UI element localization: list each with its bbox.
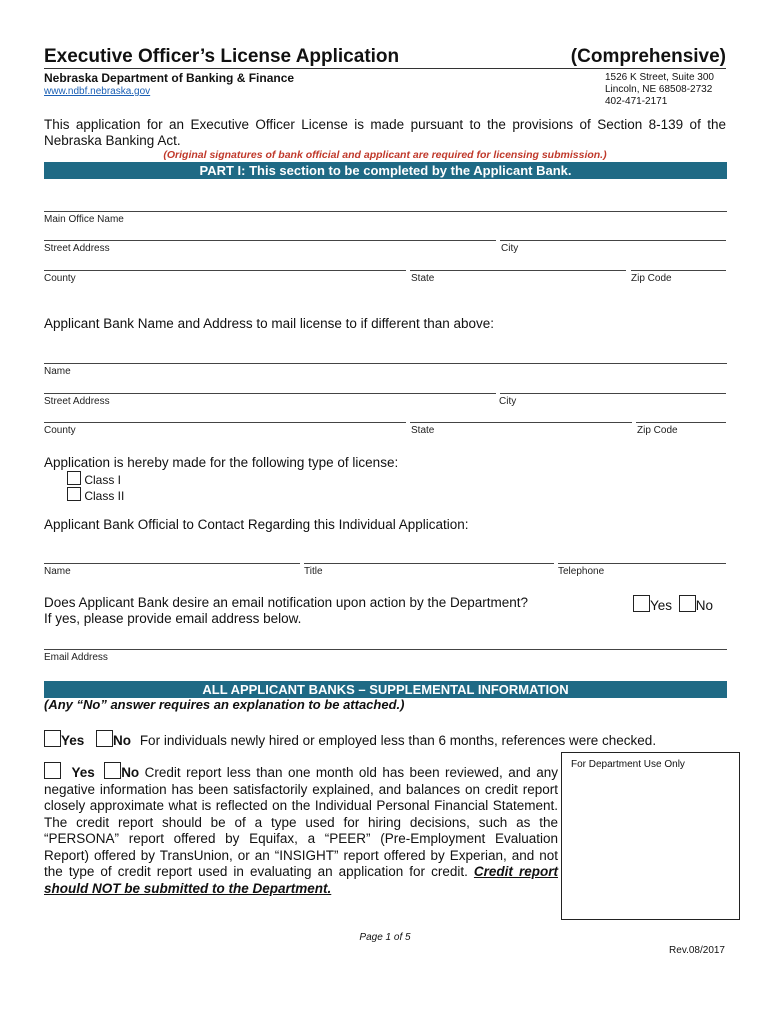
contact-title-label: Title <box>304 566 323 577</box>
contact-name-line[interactable] <box>44 563 300 564</box>
email-no-label: No <box>695 598 714 613</box>
contact-name-label: Name <box>44 566 71 577</box>
q2-yes-checkbox[interactable] <box>44 762 61 779</box>
address-line-2: Lincoln, NE 68508-2732 <box>605 84 713 95</box>
zip-label: Zip Code <box>631 273 672 284</box>
mail-state-label: State <box>411 425 435 436</box>
page-number: Page 1 of 5 <box>359 932 411 943</box>
license-type-heading: Application is hereby made for the following type of license: <box>44 455 399 470</box>
city-line[interactable] <box>500 240 726 241</box>
contact-telephone-line[interactable] <box>558 563 726 564</box>
mail-name-line[interactable] <box>44 363 727 364</box>
class-2-checkbox[interactable] <box>67 487 81 501</box>
q2-text: Credit report less than one month old has been reviewed, and any negative information has been satisfactorily explained, and balances on credit report closely approximate what is reflected on the Individual Personal Financial Statement. The credit report should be of a type used for hiring decisions, such as the “PERSONA” report offered by Equifax, a “PEER” (Pre-Employment Evaluation Report) offered by TransUnion, or an “INSIGHT” report offered by Experian, and not the type of credit report used in evaluating an application for credit. <box>44 765 558 879</box>
email-yes-checkbox[interactable] <box>633 595 650 612</box>
mail-city-label: City <box>499 396 517 407</box>
main-office-name-line[interactable] <box>44 211 727 212</box>
mail-county-label: County <box>44 425 76 436</box>
department-address <box>605 72 714 108</box>
email-yes-label: Yes <box>650 598 673 613</box>
mail-street-line[interactable] <box>44 393 496 394</box>
city-label: City <box>501 243 519 254</box>
signature-notice: (Original signatures of bank official and applicant are required for licensing submission.) <box>163 149 607 161</box>
phone-number: 402-471-2171 <box>605 96 668 107</box>
q1-text: For individuals newly hired or employed less than 6 months, references were checked. <box>139 733 657 748</box>
email-notify-line-2: If yes, please provide email address below. <box>44 611 302 626</box>
email-notify-line-1: Does Applicant Bank desire an email notification upon action by the Department? <box>44 595 529 610</box>
form-title: Executive Officer’s License Application <box>44 46 400 67</box>
mail-address-heading: Applicant Bank Name and Address to mail license to if different than above: <box>44 316 495 331</box>
q2-no-label: No <box>121 765 140 780</box>
address-line-1: 1526 K Street, Suite 300 <box>605 72 714 83</box>
county-line[interactable] <box>44 270 406 271</box>
supplemental-note: (Any “No” answer requires an explanation to be attached.) <box>44 697 405 712</box>
class-1-checkbox[interactable] <box>67 471 81 485</box>
state-line[interactable] <box>410 270 626 271</box>
email-address-label: Email Address <box>44 652 108 663</box>
mail-zip-line[interactable] <box>636 422 726 423</box>
state-label: State <box>411 273 435 284</box>
zip-line[interactable] <box>631 270 726 271</box>
intro-text: This application for an Executive Officer License is made pursuant to the provisions of Section 8-139 of the Nebraska Banking Act. <box>44 117 726 148</box>
email-no-checkbox[interactable] <box>679 595 696 612</box>
main-office-name-label: Main Office Name <box>44 214 124 225</box>
q1-yes-checkbox[interactable] <box>44 730 61 747</box>
contact-heading: Applicant Bank Official to Contact Regarding this Individual Application: <box>44 517 469 532</box>
email-address-line[interactable] <box>44 649 727 650</box>
header-rule <box>44 68 726 69</box>
department-name: Nebraska Department of Banking & Finance <box>44 71 295 85</box>
contact-telephone-label: Telephone <box>558 566 605 577</box>
email-notify-options <box>633 595 713 613</box>
mail-state-line[interactable] <box>410 422 632 423</box>
q2-yes-label: Yes <box>71 765 95 780</box>
form-title-right: (Comprehensive) <box>570 46 726 67</box>
website-link[interactable]: www.ndbf.nebraska.gov <box>44 86 151 97</box>
license-option-class-1[interactable] <box>67 471 124 487</box>
supplemental-section-bar: ALL APPLICANT BANKS – SUPPLEMENTAL INFORMATION <box>44 681 727 698</box>
question-credit-report <box>44 762 558 897</box>
department-use-label: For Department Use Only <box>571 759 685 770</box>
license-option-class-2[interactable] <box>67 487 124 503</box>
question-references <box>44 730 656 748</box>
q2-no-checkbox[interactable] <box>104 762 121 779</box>
class-2-label: Class II <box>84 489 125 503</box>
email-notify-question <box>44 595 528 627</box>
part1-section-bar: PART I: This section to be completed by the Applicant Bank. <box>44 162 727 179</box>
class-1-label: Class I <box>84 473 122 487</box>
license-type-options <box>67 471 124 503</box>
mail-street-label: Street Address <box>44 396 110 407</box>
mail-zip-label: Zip Code <box>637 425 678 436</box>
q1-yes-label: Yes <box>61 733 85 748</box>
contact-title-line[interactable] <box>304 563 554 564</box>
q1-no-checkbox[interactable] <box>96 730 113 747</box>
mail-name-label: Name <box>44 366 71 377</box>
county-label: County <box>44 273 76 284</box>
street-address-line[interactable] <box>44 240 496 241</box>
street-address-label: Street Address <box>44 243 110 254</box>
q2-emphasis: Credit report should NOT be submitted to the Department. <box>44 864 558 896</box>
mail-city-line[interactable] <box>500 393 726 394</box>
q1-no-label: No <box>113 733 132 748</box>
department-use-box <box>561 752 740 920</box>
mail-county-line[interactable] <box>44 422 406 423</box>
revision-label: Rev.08/2017 <box>669 945 725 956</box>
